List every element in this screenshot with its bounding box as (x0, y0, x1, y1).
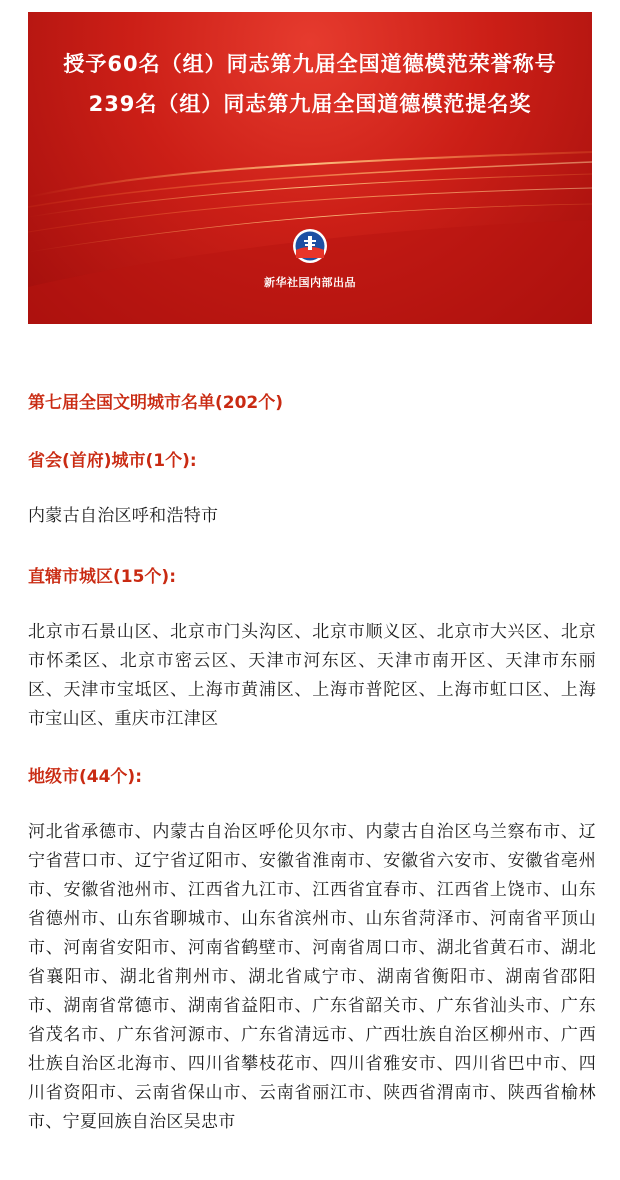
section-heading-prefecture-cities: 地级市(44个): (28, 767, 142, 787)
xinhua-logo-icon (292, 228, 328, 264)
section-content-prefecture-cities: 河北省承德市、内蒙古自治区呼伦贝尔市、内蒙古自治区乌兰察布市、辽宁省营口市、辽宁省辽阳市、安徽省淮南市、安徽省六安市、安徽省亳州市、安徽省池州市、江西省九江市、江西省宜春市、江西省上饶市、山东省德州市、山东省聊城市、山东省滨州市、山东省菏泽市、河南省平顶山市、河南省安阳市、河南省鹤壁市、河南省周口市、湖北省黄石市、湖北省襄阳市、湖北省荆州市、湖北省咸宁市、湖南省衡阳市、湖南省邵阳市、湖南省常德市、湖南省益阳市、广东省韶关市、广东省汕头市、广东省茂名市、广东省河源市、广东省清远市、广西壮族自治区柳州市、广西壮族自治区北海市、四川省攀枝花市、四川省雅安市、四川省巴中市、四川省资阳市、云南省保山市、云南省丽江市、陕西省渭南市、陕西省榆林市、宁夏回族自治区吴忠市 (28, 822, 596, 1132)
banner-title-line-2: 239名（组）同志第九届全国道德模范提名奖 (88, 92, 532, 116)
section-heading-provincial-capital: 省会(首府)城市(1个): (28, 451, 197, 471)
section-heading-municipality-districts: 直辖市城区(15个): (28, 567, 176, 587)
banner-publisher: 新华社国内部出品 (264, 276, 356, 289)
main-heading: 第七届全国文明城市名单(202个) (28, 393, 284, 413)
section-content-provincial-capital: 内蒙古自治区呼和浩特市 (28, 506, 219, 526)
banner-title-line-1: 授予60名（组）同志第九届全国道德模范荣誉称号 (63, 52, 557, 76)
banner-image (28, 12, 592, 324)
section-content-municipality-districts: 北京市石景山区、北京市门头沟区、北京市顺义区、北京市大兴区、北京市怀柔区、北京市密云区、天津市河东区、天津市南开区、天津市东丽区、天津市宝坻区、上海市黄浦区、上海市普陀区、上海市虹口区、上海市宝山区、重庆市江津区 (28, 622, 596, 729)
